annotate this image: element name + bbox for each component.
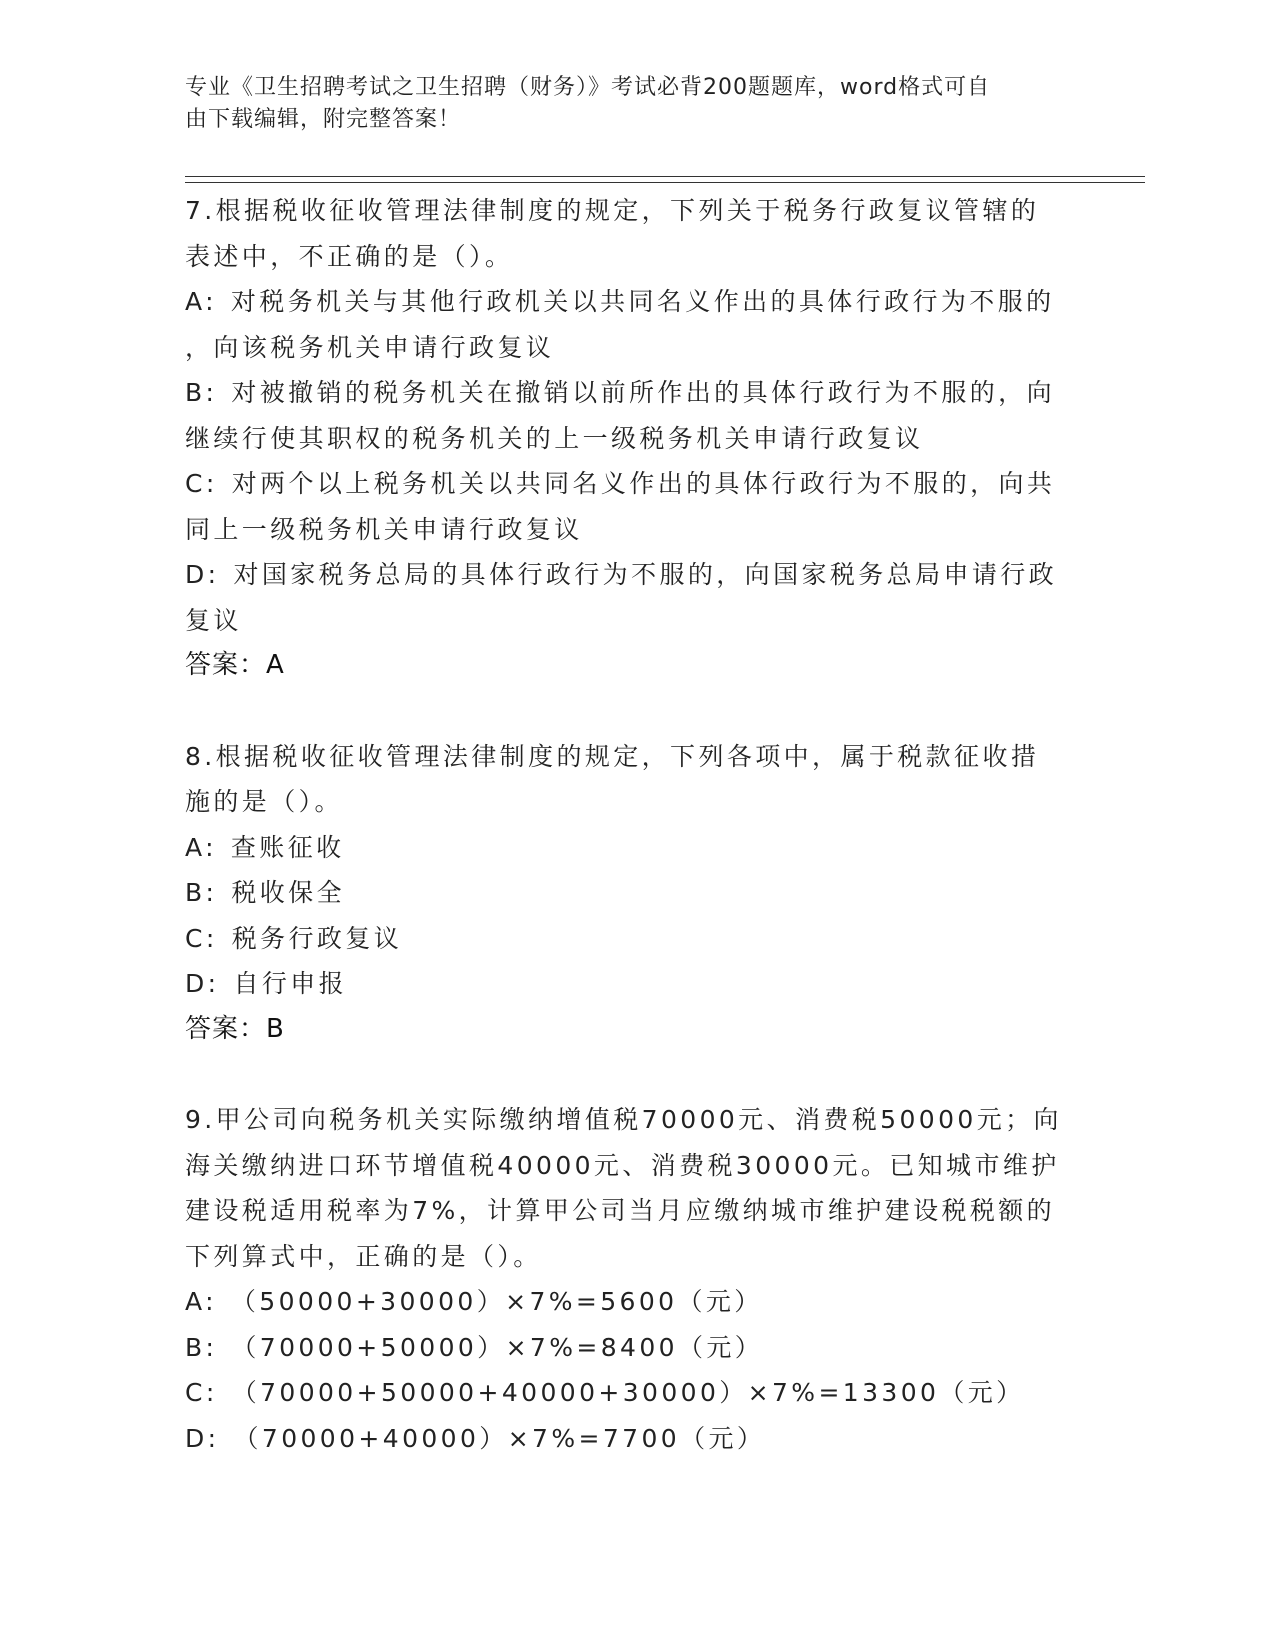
option-text: 同上一级税务机关申请行政复议 — [185, 514, 583, 544]
option-line — [185, 416, 1085, 462]
option-text: 对两个以上税务机关以共同名义作出的具体行政行为不服的，向共 — [231, 469, 1056, 498]
question-stem-line: 9.甲公司向税务机关实际缴纳增值税70000元、消费税50000元；向 — [185, 1105, 1062, 1134]
option-text: 查账征收 — [230, 832, 345, 862]
question-item — [185, 734, 1085, 1053]
option-text: （70000+50000+40000+30000）×7%=13300（元） — [231, 1378, 1025, 1407]
option-text: 对税务机关与其他行政机关以共同名义作出的具体行政行为不服的 — [230, 287, 1055, 316]
option-line — [185, 461, 1085, 507]
header-line-2: 由下载编辑，附完整答案！ — [185, 107, 462, 132]
option-label: C: — [185, 469, 218, 498]
option-line — [185, 1416, 1085, 1462]
option-line — [185, 552, 1085, 598]
question-stem-line: 海关缴纳进口环节增值税40000元、消费税30000元。已知城市维护 — [185, 1150, 1060, 1180]
option-line — [185, 1279, 1085, 1325]
option-label: A: — [185, 832, 217, 862]
answer-line: 答案：A — [185, 650, 285, 680]
option-text: 自行申报 — [233, 969, 348, 998]
option-line — [185, 961, 1085, 1007]
question-list — [185, 188, 1085, 1461]
question-item — [185, 1097, 1085, 1461]
option-line — [185, 1370, 1085, 1416]
option-label: B: — [185, 378, 218, 407]
option-line — [185, 279, 1085, 325]
option-label: D: — [185, 1423, 220, 1453]
question-stem-line: 7.根据税收征收管理法律制度的规定，下列关于税务行政复议管辖的 — [185, 196, 1040, 225]
option-text: 继续行使其职权的税务机关的上一级税务机关申请行政复议 — [185, 423, 924, 453]
question-item — [185, 188, 1085, 689]
option-label: D: — [185, 969, 220, 998]
option-text: ，向该税务机关申请行政复议 — [185, 332, 555, 362]
option-line — [185, 870, 1085, 916]
option-label: B: — [185, 1332, 218, 1362]
option-line — [185, 916, 1085, 962]
option-line — [185, 507, 1085, 553]
option-line — [185, 325, 1085, 371]
option-label: D: — [185, 560, 220, 589]
question-stem-line: 施的是（）。 — [185, 787, 343, 816]
header-line-1: 专业《卫生招聘考试之卫生招聘（财务）》考试必背200题题库，word格式可自 — [185, 75, 991, 100]
option-label: C: — [185, 923, 218, 953]
option-label: A: — [185, 1287, 217, 1316]
question-stem-line: 表述中，不正确的是（）。 — [185, 241, 514, 271]
answer-line: 答案：B — [185, 1013, 285, 1044]
question-stem-line: 8.根据税收征收管理法律制度的规定，下列各项中，属于税款征收措 — [185, 741, 1040, 771]
option-text: （70000+40000）×7%=7700（元） — [233, 1423, 766, 1453]
option-line — [185, 370, 1085, 416]
option-text: 对国家税务总局的具体行政行为不服的，向国家税务总局申请行政 — [233, 560, 1058, 589]
option-text: 税务行政复议 — [231, 923, 403, 953]
option-text: （70000+50000）×7%=8400（元） — [231, 1332, 764, 1362]
option-line — [185, 598, 1085, 644]
question-stem-line: 建设税适用税率为7%，计算甲公司当月应缴纳城市维护建设税税额的 — [185, 1196, 1056, 1225]
option-label: C: — [185, 1378, 218, 1407]
option-text: 对被撤销的税务机关在撤销以前所作出的具体行政行为不服的，向 — [231, 378, 1055, 407]
option-text: 税收保全 — [231, 878, 345, 907]
header-divider-bottom — [185, 182, 1145, 183]
option-line — [185, 825, 1085, 871]
option-label: A: — [185, 287, 217, 316]
header-divider-top — [185, 176, 1145, 177]
option-text: （50000+30000）×7%=5600（元） — [230, 1287, 763, 1316]
question-stem-line: 下列算式中，正确的是（）。 — [185, 1241, 542, 1271]
option-label: B: — [185, 878, 218, 907]
option-text: 复议 — [185, 605, 242, 635]
document-header — [185, 72, 1065, 136]
option-line — [185, 1325, 1085, 1371]
